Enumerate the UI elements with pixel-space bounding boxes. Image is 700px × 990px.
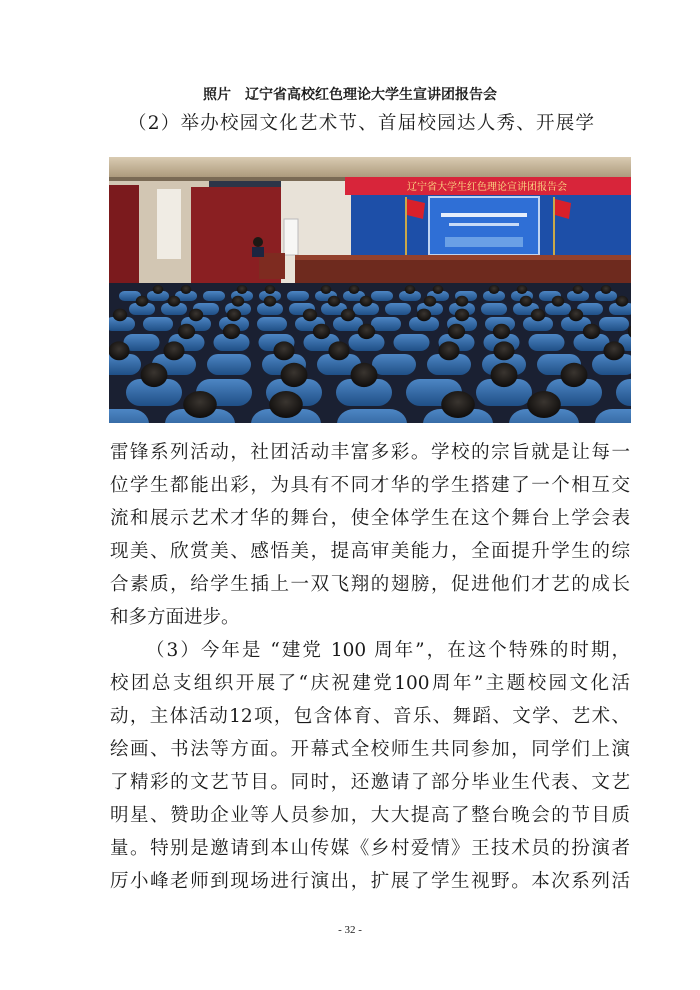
audience-head (232, 296, 244, 307)
auditorium-seat (529, 334, 565, 351)
text-line: 合素质，给学生插上一双飞翔的翅膀，促进他们才艺的成长 (110, 574, 630, 595)
auditorium-seat (371, 317, 401, 331)
audience-head (561, 363, 588, 387)
audience-head (583, 324, 600, 339)
auditorium-seat (385, 303, 411, 315)
text-line: 校团总支组织开展了“庆祝建党100周年”主题校园文化活 (110, 673, 630, 694)
audience-head (181, 285, 192, 294)
auditorium-seat (394, 334, 430, 351)
audience-head (321, 285, 332, 294)
audience-head (341, 309, 355, 322)
audience-head (360, 296, 372, 307)
audience-head (433, 285, 444, 294)
audience-head (136, 296, 148, 307)
auditorium-seat (371, 291, 393, 301)
audience-head (456, 296, 468, 307)
audience-head (405, 285, 416, 294)
audience-head (328, 296, 340, 307)
audience-head (178, 324, 195, 339)
audience-head (183, 391, 217, 418)
audience-head (438, 341, 459, 360)
banner-text: 辽宁省大学生红色理论宣讲团报告会 (407, 182, 567, 193)
event-photo (109, 157, 631, 423)
audience-head (573, 285, 584, 294)
audience-head (489, 285, 500, 294)
intro-line: （2）举办校园文化艺术节、首届校园达人秀、开展学 (128, 113, 594, 134)
page-number: - 32 - (338, 924, 362, 936)
text-line: 雷锋系列活动，社团活动丰富多彩。学校的宗旨就是让每一 (110, 442, 630, 463)
audience-head (313, 324, 330, 339)
audience-head (264, 296, 276, 307)
auditorium-seat (287, 291, 309, 301)
auditorium-seat (257, 317, 287, 331)
audience-head (493, 324, 510, 339)
audience-head (517, 285, 528, 294)
auditorium-seat (207, 354, 251, 375)
audience-head (491, 363, 518, 387)
audience-head (417, 309, 431, 322)
audience-head (168, 296, 180, 307)
audience-head (265, 285, 276, 294)
audience-head (552, 296, 564, 307)
text-line: 厉小峰老师到现场进行演出，扩展了学生视野。本次系列活 (110, 871, 630, 892)
audience-head (227, 309, 241, 322)
audience-head (349, 285, 360, 294)
audience-head (569, 309, 583, 322)
text-line: 绘画、书法等方面。开幕式全校师生共同参加，同学们上演 (110, 739, 630, 760)
audience-head (281, 363, 308, 387)
photo-caption: 照片 辽宁省高校红色理论大学生宣讲团报告会 (203, 87, 497, 103)
audience-head (109, 341, 130, 360)
audience-head (163, 341, 184, 360)
audience-head (269, 391, 303, 418)
audience-head (351, 363, 378, 387)
audience-head (448, 324, 465, 339)
audience-head (441, 391, 475, 418)
text-line: 明星、赞助企业等人员参加，大大提高了整台晚会的节目质 (110, 805, 630, 826)
audience-head (113, 309, 127, 322)
audience-head (520, 296, 532, 307)
audience-head (303, 309, 317, 322)
audience-head (603, 341, 624, 360)
audience-head (358, 324, 375, 339)
text-line: 量。特别是邀请到本山传媒《乡村爱情》王技术员的扮演者 (110, 838, 630, 859)
audience-head (493, 341, 514, 360)
audience-head (531, 309, 545, 322)
audience-head (273, 341, 294, 360)
text-line: 流和展示艺术才华的舞台，使全体学生在这个舞台上学会表 (110, 508, 630, 529)
text-line: 位学生都能出彩，为具有不同才华的学生搭建了一个相互交 (110, 475, 630, 496)
auditorium-seat (372, 354, 416, 375)
audience-head (527, 391, 561, 418)
audience-head (424, 296, 436, 307)
audience-head (141, 363, 168, 387)
audience-head (189, 309, 203, 322)
audience-head (153, 285, 164, 294)
text-line: 了精彩的文艺节目。同时，还邀请了部分毕业生代表、文艺 (110, 772, 630, 793)
audience-head (601, 285, 612, 294)
audience-head (616, 296, 628, 307)
text-line: （3）今年是 “建党 100 周年”，在这个特殊的时期， (146, 640, 630, 661)
auditorium-seat (203, 291, 225, 301)
text-line: 现美、欣赏美、感悟美，提高审美能力，全面提升学生的综 (110, 541, 630, 562)
text-line: 和多方面进步。 (110, 607, 240, 628)
auditorium-seat (143, 317, 173, 331)
audience-head (328, 341, 349, 360)
auditorium-seat (599, 317, 629, 331)
auditorium-seat (337, 409, 407, 423)
text-line: 动，主体活动12项，包含体育、音乐、舞蹈、文学、艺术、 (110, 706, 630, 727)
audience-head (223, 324, 240, 339)
auditorium-seat (481, 303, 507, 315)
audience-head (455, 309, 469, 322)
audience-head (237, 285, 248, 294)
